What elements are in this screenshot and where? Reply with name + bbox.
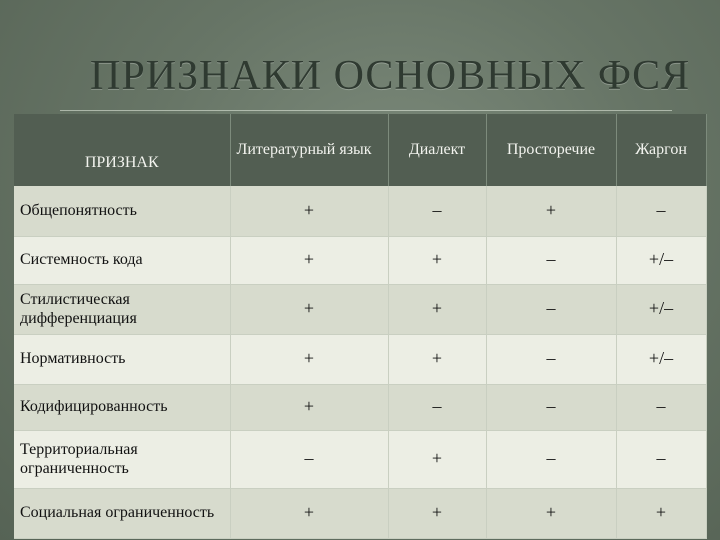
table-row: [14, 384, 706, 430]
table-body: [14, 186, 706, 538]
table-cell-value: +: [388, 430, 486, 488]
table-cell-value: –: [388, 186, 486, 236]
table-cell-value: +: [486, 488, 616, 538]
table-cell-value: +: [230, 284, 388, 334]
table-row: [14, 430, 706, 488]
row-feature-label: Кодифицированность: [14, 384, 230, 430]
header-jargon: Жаргон: [616, 114, 706, 186]
table-row: [14, 284, 706, 334]
table-row: [14, 236, 706, 284]
table-cell-value: –: [230, 430, 388, 488]
table-cell-value: –: [486, 284, 616, 334]
row-feature-label: Системность кода: [14, 236, 230, 284]
table-cell-value: –: [486, 430, 616, 488]
comparison-table: [14, 114, 707, 539]
table-row: [14, 334, 706, 384]
table-cell-value: +: [388, 334, 486, 384]
row-feature-label: Нормативность: [14, 334, 230, 384]
table-cell-value: –: [486, 236, 616, 284]
table-cell-value: +/–: [616, 334, 706, 384]
table-cell-value: +: [388, 488, 486, 538]
header-literary-language: Литературный язык: [230, 114, 388, 186]
table-cell-value: +: [388, 236, 486, 284]
table-cell-value: +: [230, 384, 388, 430]
table-cell-value: +: [486, 186, 616, 236]
header-vernacular: Просторечие: [486, 114, 616, 186]
header-feature: ПРИЗНАК: [14, 114, 230, 186]
title-divider: [60, 110, 672, 111]
table-header-row: [14, 114, 706, 186]
table-cell-value: –: [616, 186, 706, 236]
table-cell-value: +: [230, 334, 388, 384]
row-feature-label: Стилистическая дифференциация: [14, 284, 230, 334]
slide-title: ПРИЗНАКИ ОСНОВНЫХ ФСЯ: [90, 53, 691, 99]
table-cell-value: +/–: [616, 236, 706, 284]
table-cell-value: –: [486, 334, 616, 384]
table-row: [14, 186, 706, 236]
table-cell-value: +: [616, 488, 706, 538]
table-cell-value: +: [388, 284, 486, 334]
table-cell-value: –: [616, 430, 706, 488]
comparison-table-container: [14, 114, 706, 532]
row-feature-label: Социальная ограниченность: [14, 488, 230, 538]
table-cell-value: –: [486, 384, 616, 430]
row-feature-label: Общепонятность: [14, 186, 230, 236]
table-cell-value: +: [230, 236, 388, 284]
header-dialect: Диалект: [388, 114, 486, 186]
table-cell-value: –: [616, 384, 706, 430]
table-cell-value: –: [388, 384, 486, 430]
table-cell-value: +/–: [616, 284, 706, 334]
row-feature-label: Территориальная ограниченность: [14, 430, 230, 488]
table-row: [14, 488, 706, 538]
table-cell-value: +: [230, 488, 388, 538]
table-cell-value: +: [230, 186, 388, 236]
